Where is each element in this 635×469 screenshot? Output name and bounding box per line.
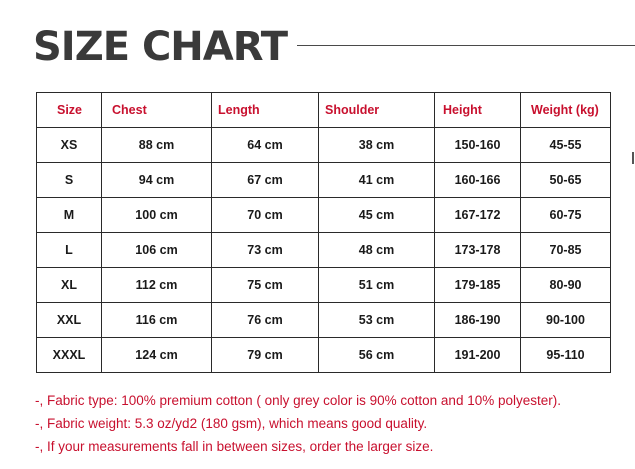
table-row	[37, 163, 611, 198]
cell-length: 67 cm	[212, 163, 319, 198]
cell-shoulder: 56 cm	[319, 338, 435, 373]
cell-chest: 116 cm	[102, 303, 212, 338]
cell-chest: 124 cm	[102, 338, 212, 373]
title-divider	[297, 45, 635, 46]
header-weight: Weight (kg)	[521, 93, 611, 128]
cell-size: XS	[37, 128, 102, 163]
product-notes	[35, 389, 625, 458]
cell-shoulder: 45 cm	[319, 198, 435, 233]
cell-chest: 88 cm	[102, 128, 212, 163]
table-row	[37, 128, 611, 163]
cell-weight: 60-75	[521, 198, 611, 233]
cell-length: 75 cm	[212, 268, 319, 303]
cell-height: 150-160	[435, 128, 521, 163]
cell-weight: 50-65	[521, 163, 611, 198]
cell-height: 173-178	[435, 233, 521, 268]
table-row	[37, 338, 611, 373]
table-row	[37, 198, 611, 233]
table-row	[37, 233, 611, 268]
cell-shoulder: 38 cm	[319, 128, 435, 163]
cell-weight: 90-100	[521, 303, 611, 338]
header-height: Height	[435, 93, 521, 128]
cell-length: 76 cm	[212, 303, 319, 338]
cell-size: M	[37, 198, 102, 233]
cell-weight: 80-90	[521, 268, 611, 303]
cell-length: 73 cm	[212, 233, 319, 268]
cell-chest: 106 cm	[102, 233, 212, 268]
cell-chest: 94 cm	[102, 163, 212, 198]
cell-chest: 112 cm	[102, 268, 212, 303]
cell-height: 191-200	[435, 338, 521, 373]
cell-weight: 95-110	[521, 338, 611, 373]
cell-shoulder: 41 cm	[319, 163, 435, 198]
cell-shoulder: 48 cm	[319, 233, 435, 268]
cell-height: 167-172	[435, 198, 521, 233]
note-fabric-type: -, Fabric type: 100% premium cotton ( only grey color is 90% cotton and 10% polyester).	[35, 393, 561, 408]
header-shoulder: Shoulder	[319, 93, 435, 128]
table-row	[37, 303, 611, 338]
cell-size: XXXL	[37, 338, 102, 373]
cell-size: S	[37, 163, 102, 198]
cell-length: 79 cm	[212, 338, 319, 373]
cell-height: 179-185	[435, 268, 521, 303]
size-chart-table	[36, 92, 611, 373]
page-title: SIZE CHART	[33, 24, 288, 70]
cell-size: L	[37, 233, 102, 268]
cell-size: XL	[37, 268, 102, 303]
cell-chest: 100 cm	[102, 198, 212, 233]
table-row	[37, 268, 611, 303]
cell-shoulder: 53 cm	[319, 303, 435, 338]
cell-shoulder: 51 cm	[319, 268, 435, 303]
header-length: Length	[212, 93, 319, 128]
cell-length: 64 cm	[212, 128, 319, 163]
cell-size: XXL	[37, 303, 102, 338]
header-size: Size	[37, 93, 102, 128]
cell-height: 186-190	[435, 303, 521, 338]
cell-weight: 70-85	[521, 233, 611, 268]
cell-weight: 45-55	[521, 128, 611, 163]
cell-length: 70 cm	[212, 198, 319, 233]
edge-divider	[632, 152, 634, 164]
table-header-row	[37, 93, 611, 128]
header-chest: Chest	[102, 93, 212, 128]
note-sizing-advice: -, If your measurements fall in between sizes, order the larger size.	[35, 439, 434, 454]
cell-height: 160-166	[435, 163, 521, 198]
note-fabric-weight: -, Fabric weight: 5.3 oz/yd2 (180 gsm), which means good quality.	[35, 416, 428, 431]
